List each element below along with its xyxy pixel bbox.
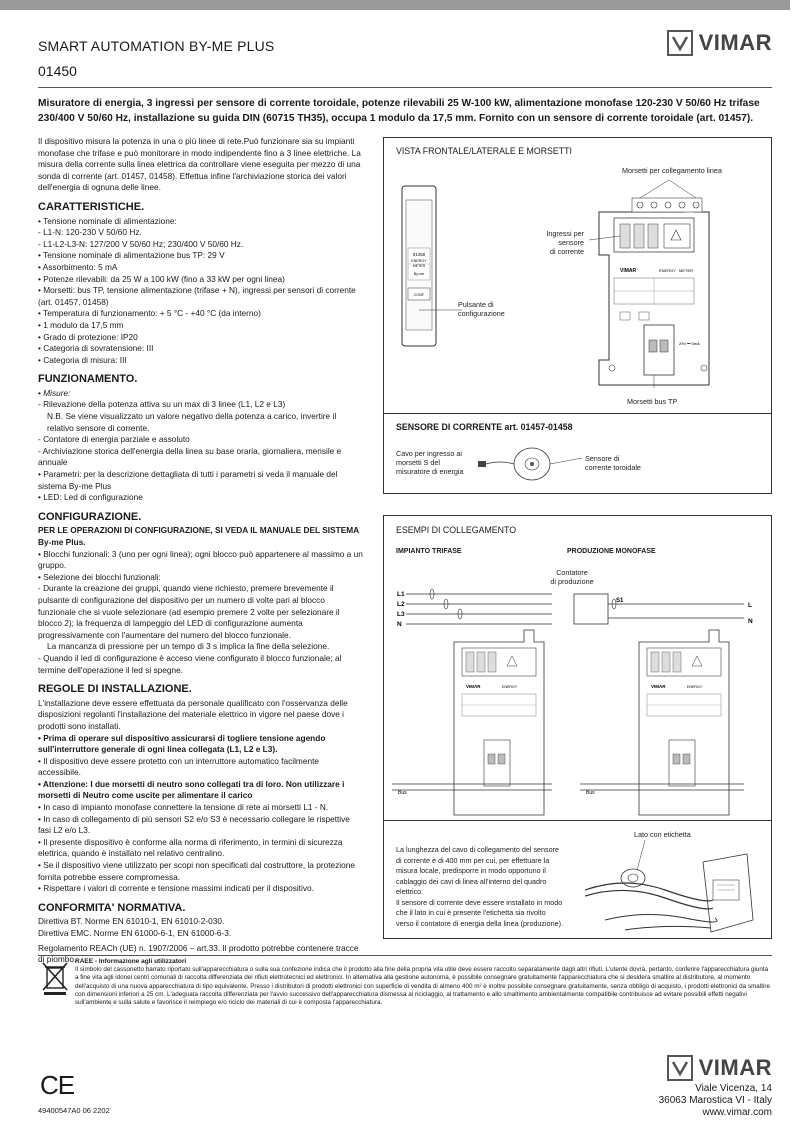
figure-connection-title: ESEMPI DI COLLEGAMENTO <box>396 525 517 535</box>
svg-text:L: L <box>748 602 752 609</box>
svg-text:S1: S1 <box>616 598 624 604</box>
sensor-install-drawing <box>585 840 771 938</box>
device-front-code: 01450 <box>412 252 426 257</box>
label-side-with-label: Lato con etichetta <box>634 830 691 839</box>
label-toroidal-sensor: Sensore di corrente toroidale <box>585 454 641 472</box>
left-column: Il dispositivo misura la potenza in una o più linee di rete.Può funzionare sia su impianti monofase che trifase e può monitorare in modo indipendente fino a 3 linee elettriche. La misura della corrente sulla linea elettrica da controllare viene eseguita per mezzo di una sonda di corrente (art. 01457, 01458). Effettua infine l'archiviazione storica dei valori dell'energia di ognuna delle linee. CARATTERISTICHE. • Tensione nominale di alimentazione: - L1-N: 120-230 V 50/60 Hz. - L1-L2-L3-N: 127/200 V 50/60 Hz; 230/400 V 50/60 Hz. • Tensione nominale di alimentazione bus TP: 29 V • Assorbimento: 5 mA • Potenze rilevabili: da 25 W a 100 kW (fino a 33 kW per ogni linea) • Morsetti: bus TP, tensione alimentazione (trifase + N), ingressi per sensori di corrente (art. 01457, 01458) • Temperatura di funzionamento: + 5 °C - +40 °C (da interno) • 1 modulo da 17,5 mm • Grado di protezione: IP20 • Categoria di sovratensione: III • Categoria di misura: III FUNZIONAMENTO. • Misure: - Rilevazione della potenza attiva su un max di 3 linee (L1, L2 e L3) N.B. Se viene visualizzato un valore negativo della potenza a carico, invertire il relativo sensore di corrente. - Contatore di energia parziale e assoluto - Archiviazione storica dell'energia della linea su base oraria, giornaliera, mensile e annuale • Parametri: per la descrizione dettagliata di tutti i parametri si veda il manuale del sistema By-me Plus • LED: Led di configurazione CONFIGURAZIONE. PER LE OPERAZIONI DI CONFIGURAZIONE, SI VEDA IL MANUALE DEL SISTEMA By-me Plus. • Blocchi funzionali: 3 (uno per ogni linea); ogni blocco può appartenere al massimo a un gruppo. • Selezione dei blocchi funzionali: - Durante la creazione dei gruppi, quando viene richiesto, premere brevemente il pulsante di configurazione del dispositivo per un numero di volte pari al blocco funzionale che si vuole selezionare (ad esempio premere 2 volte per selezionare il blocco 2); la frequenza di lampeggio del LED di configurazione aumenta progressivamente con l'aumentare del numero del blocco funzionale. La mancanza di pressione per un tempo di 3 s implica la fine della selezione. - Quando il led di configurazione è acceso viene configurato il blocco funzionale; al termine dell'operazione il led si spegne. REGOLE DI INSTALLAZIONE. L'installazione deve essere effettuata da personale qualificato con l'osservanza delle disposizioni regolanti l'installazione del materiale elettrico in vigore nel paese dove i prodotti sono installati. • Prima di operare sul dispositivo assicurarsi di togliere tensione agendo sull'interruttore generale di ogni linea collegata (L1, L2 e L3). • Il dispositivo deve essere protetto con un interruttore automatico facilmente accessibile. • Attenzione: I due morsetti di neutro sono collegati tra di loro. Non utilizzare i morsetti di Neutro come uscite per alimentare il carico • In caso di impianto monofase connettere la tensione di rete ai morsetti L1 - N. • In caso di collegamento di più sensori S2 e/o S3 è necessario collegare le rispettive fasi L2 e/o L3. • Il presente dispositivo è conforme alla norma di riferimento, in termini di sicurezza elettrica, quando è installato nel relativo centralino. • Se il dispositivo viene utilizzato per scopi non specificati dal costruttore, la protezione fornita potrebbe essere compromessa. • Rispettare i valori di corrente e tensione massimi indicati per il dispositivo. CONFORMITA' NORMATIVA. Direttiva BT. Norme EN 61010-1, EN 61010-2-030. Direttiva EMC. Norme EN 61000-6-1, EN 61000-6-3. Regolamento REACh (UE) n. 1907/2006 – art.33. Il prodotto potrebbe contenere tracce di piombo. <box>38 136 363 965</box>
top-bar <box>0 0 808 10</box>
side-view-brand: VIMAR <box>620 268 637 274</box>
raee-text: Il simbolo del cassonetto barrato riportato sull'apparecchiatura o sulla sua confezione indica che il prodotto alla fine della propria vita utile deve essere raccolto separatamente dagli altri rifiuti. L'utente dovrà, pertanto, conferire l'apparecchiatura giunta a fine vita agli idonei centri comunali di raccolta differenziata dei rifiuti elettrotecnici ed elettronici. In alternativa alla gestione autonoma, è possibile consegnare gratuitamente l'apparecchiatura che si desidera smaltire al distributore, al momento dell'acquisto di una nuova apparecchiatura di tipo equivalente. Presso i distributori di prodotti elettronici con superficie di vendita di almeno 400 m² è inoltre possibile consegnare gratuitamente, senza obbligo di acquisto, i prodotti elettronici da smaltire con dimensioni inferiori a 25 cm. L'adeguata raccolta differenziata per l'avvio successivo dell'apparecchiatura dismessa al riciclaggio, al trattamento e allo smaltimento ambientalmente compatibile contribuisce ad evitare possibili effetti negativi sull'ambiente e sulla salute e favorisce il reimpiego e/o riciclo dei materiali di cui è composta l'apparecchiatura. <box>75 966 770 1007</box>
section-configurazione-title: CONFIGURAZIONE. <box>38 510 142 523</box>
svg-text:By-me: By-me <box>413 272 425 276</box>
label-sensor-cable: Cavo per ingresso ai morsetti S del misuratore di energia <box>396 449 464 476</box>
svg-text:Bus: Bus <box>398 790 407 796</box>
svg-text:L1: L1 <box>397 591 405 598</box>
svg-text:29V ⎓ 5mA: 29V ⎓ 5mA <box>679 341 700 346</box>
installation-note: La lunghezza del cavo di collegamento del sensore di corrente è di 400 mm per cui, per effettuare la misura locale, predisporre in modo opportuno il cablaggio dei cavi di linea all'interno del quadro elettrico. Il sensore di corrente deve essere installato in modo che il lato in cui è presente l'etichetta sia rivolto verso il contatore di energia della linea (produzione). <box>396 845 564 928</box>
figure-sensor-title: SENSORE DI CORRENTE art. 01457-01458 <box>396 422 573 432</box>
crossed-bin-icon <box>40 960 70 996</box>
product-description: Misuratore di energia, 3 ingressi per sensore di corrente toroidale, potenze rilevabili 25 W-100 kW, alimentazione monofase 120-230 V 50/60 Hz trifase 230/400 V 50/60 Hz, installazione su guida DIN (60715 TH35), occupa 1 modulo da 17,5 mm. Fornito con un sensore di corrente toroidale (art. 01457). <box>38 98 760 124</box>
section-funzionamento-title: FUNZIONAMENTO. <box>38 373 138 386</box>
figure-divider <box>384 413 772 414</box>
label-bus-terminals: Morsetti bus TP <box>627 397 678 406</box>
svg-text:L2: L2 <box>397 601 405 608</box>
svg-text:N: N <box>397 621 402 628</box>
svg-text:METER: METER <box>412 264 426 268</box>
label-sensor-inputs: Ingressi per sensore di corrente <box>546 229 584 256</box>
label-line-terminals: Morsetti per collegamento linea <box>622 166 722 175</box>
raee-title: RAEE - Informazione agli utilizzatori <box>75 958 187 965</box>
svg-text:CONF.: CONF. <box>413 293 425 297</box>
document-code: 49400547A0 06 2202 <box>38 1106 110 1115</box>
svg-text:ENERGY: ENERGY <box>502 685 518 689</box>
subtitle-three-phase: IMPIANTO TRIFASE <box>396 548 462 555</box>
section-regole-title: REGOLE DI INSTALLAZIONE. <box>38 683 192 696</box>
subtitle-single-phase-production: PRODUZIONE MONOFASE <box>567 548 656 555</box>
front-view-drawing <box>384 160 772 415</box>
device-description: Il dispositivo misura la potenza in una o più linee di rete.Può funzionare sia su impianti monofase che trifase e può monitorare in modo indipendente fino a 3 linee elettriche. La misura della corrente sulla linea elettrica da controllare viene eseguita per mezzo di una sonda di corrente (art. 01457, 01458). Effettua infine l'archiviazione storica dei valori dell'energia di ognuna delle linee. <box>38 136 361 193</box>
svg-text:VIMAR: VIMAR <box>651 684 666 689</box>
vimar-logo-icon <box>667 30 693 56</box>
svg-text:METER: METER <box>679 268 693 273</box>
raee-section <box>75 958 772 1007</box>
svg-text:ENERGY: ENERGY <box>411 259 427 263</box>
svg-text:N: N <box>748 618 753 625</box>
product-line-title: SMART AUTOMATION BY-ME PLUS <box>38 38 275 54</box>
footer-vimar-logo: VIMAR <box>667 1055 772 1081</box>
figure-divider-2 <box>384 820 772 821</box>
figure-front-view-title: VISTA FRONTALE/LATERALE E MORSETTI <box>396 146 572 156</box>
section-caratteristiche-title: CARATTERISTICHE. <box>38 200 145 213</box>
ce-mark: CE <box>40 1070 75 1100</box>
section-conformita-title: CONFORMITA' NORMATIVA. <box>38 901 186 914</box>
label-config-button: Pulsante di configurazione <box>458 300 505 318</box>
svg-text:VIMAR: VIMAR <box>466 684 481 689</box>
svg-text:Bus: Bus <box>586 790 595 796</box>
toroidal-sensor-drawing <box>470 440 590 490</box>
wiring-diagrams <box>384 560 772 820</box>
label-production-meter: Contatore di produzione <box>550 568 594 586</box>
footer-website[interactable]: www.vimar.com <box>702 1107 772 1118</box>
footer-address: Viale Vicenza, 14 36063 Marostica VI - Italy www.vimar.com <box>658 1083 772 1118</box>
product-code: 01450 <box>38 63 77 79</box>
footer-vimar-logo-icon <box>667 1055 693 1081</box>
header-divider <box>38 87 772 88</box>
svg-text:ENERGY: ENERGY <box>659 268 676 273</box>
raee-divider <box>38 955 772 956</box>
svg-text:L3: L3 <box>397 611 405 618</box>
svg-text:ENERGY: ENERGY <box>687 685 703 689</box>
vimar-logo: VIMAR <box>667 30 772 56</box>
